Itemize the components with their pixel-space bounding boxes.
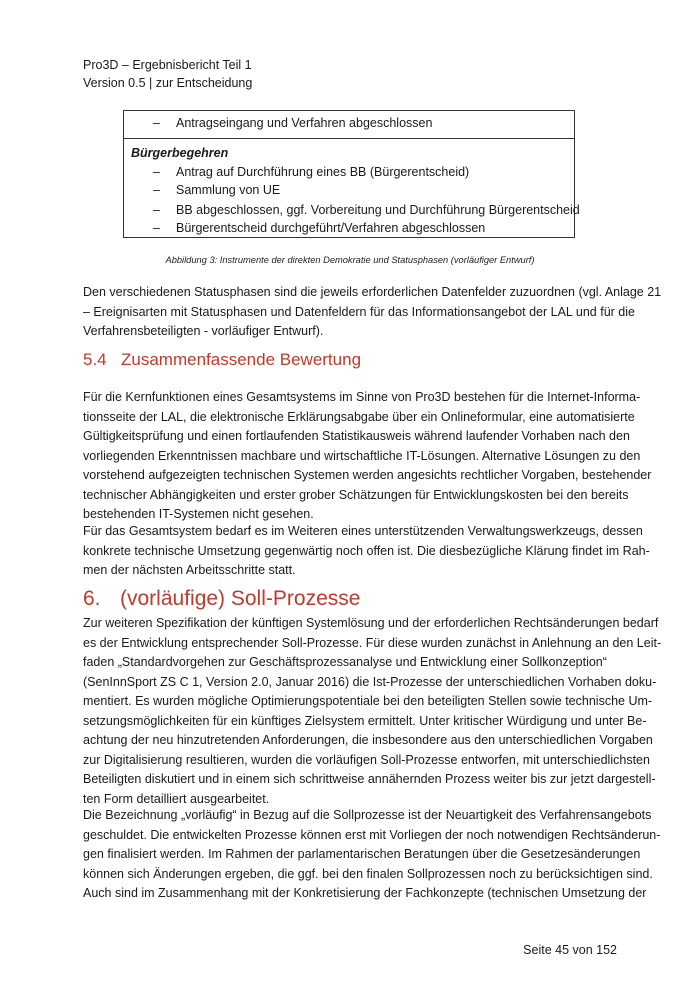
dash-bullet: – bbox=[153, 203, 160, 217]
page-header bbox=[83, 56, 252, 92]
header-title: Pro3D – Ergebnisbericht Teil 1 bbox=[83, 58, 252, 72]
dash-bullet: – bbox=[153, 221, 160, 235]
section-title: (vorläufige) Soll-Prozesse bbox=[120, 587, 361, 610]
section-title: Zusammenfassende Bewertung bbox=[121, 350, 362, 369]
table-row: – Antragseingang und Verfahren abgeschlossen bbox=[124, 111, 574, 139]
paragraph-summary: Für die Kernfunktionen eines Gesamtsystems im Sinne von Pro3D bestehen für die Internet-Informa- tionsseite der LAL, die elektronische Erklärungsabgabe über ein Onlineformular, eine automatisierte Gültigkeitsprüfung und einen fortlaufenden Statistikausweis während laufender Vorhaben nach den vorliegenden Erkenntnissen machbare und wirtschaftliche IT-Lösungen. Alternative Lösungen zu den vorstehend aufgezeigten technischen Systemen werden angesichts rechtlicher Vorgaben, bestehender technischer Abhängigkeiten und erster grober Schätzungen für Entwicklungskosten bei den bereits bestehenden IT-Systemen nicht gesehen. bbox=[83, 390, 652, 521]
section-heading-5-4 bbox=[83, 350, 361, 370]
figure-caption: Abbildung 3: Instrumente der direkten Demokratie und Statusphasen (vorläufiger Entwurf) bbox=[165, 255, 535, 265]
dash-bullet: – bbox=[153, 183, 160, 197]
paragraph-status-phases: Den verschiedenen Statusphasen sind die jeweils erforderlichen Datenfelder zuzuordnen (vgl. Anlage 21 – Ereignisarten mit Statusphasen und Datenfeldern für das Informationsangebot der LAL und für die Verfahrensbeteiligten - vorläufiger Entwurf). bbox=[83, 285, 662, 338]
section-number: 6. bbox=[83, 587, 101, 610]
section-number: 5.4 bbox=[83, 350, 107, 369]
section-heading-6 bbox=[83, 587, 360, 611]
paragraph-vorlaeufig: Die Bezeichnung „vorläufig“ in Bezug auf die Sollprozesse ist der Neuartigkeit des Verfahrensangebots geschuldet. Die entwickelten Prozesse können erst mit Vorliegen der noch notwendigen Rechtsänderun- gen finalisiert werden. Im Rahmen der parlamentarischen Beratungen über die Gesetzesänderungen können sich Änderungen ergeben, die ggf. bei den finalen Sollprozessen noch zu berücksichtigen sind. Auch sind im Zusammenhang mit der Konkretisierung der Fachkonzepte (technischen Umsetzung der bbox=[83, 808, 661, 900]
dash-bullet: – bbox=[153, 165, 160, 179]
dash-bullet: – bbox=[153, 116, 160, 130]
status-phase-table: – Antragseingang und Verfahren abgeschlossen Bürgerbegehren – Antrag auf Durchführung eines BB (Bürgerentscheid) – Sammlung von UE – BB abgeschlossen, ggf. Vorbereitung und Durchführung Bürgerentscheid – Bürgerentscheid durchgeführt/Verfahren abgeschlossen bbox=[123, 110, 575, 238]
paragraph-soll-prozesse: Zur weiteren Spezifikation der künftigen Systemlösung und der erforderlichen Rechtsänderungen bedarf es der Entwicklung entsprechender Soll-Prozesse. Für diese wurden zunächst in Anlehnung an den Leit- faden „Standardvorgehen zur Geschäftsprozessanalyse und Entwicklung einer Sollkonzeption“ (SenInnSport ZS C 1, Version 2.0, Januar 2016) die Ist-Prozesse der unterschiedlichen Vorhaben doku- mentiert. Es wurden mögliche Optimierungspotentiale bei den beteiligten Stellen sowie technische Um- setzungsmöglichkeiten für ein künftiges Zielsystem ermittelt. Unter kritischer Würdigung und unter Be- achtung der neu hinzutretenden Anforderungen, die insbesondere aus den unterschiedlichen Vorgaben zur Digitalisierung resultieren, wurden die vorläufigen Soll-Prozesse entworfen, mit unterschiedlichsten Beteiligten diskutiert und in einem sich schrittweise annähernden Prozess weiter bis zur jetzt dargestell- ten Form detailliert ausgearbeitet. bbox=[83, 616, 662, 806]
header-version: Version 0.5 | zur Entscheidung bbox=[83, 76, 253, 90]
page-number: Seite 45 von 152 bbox=[523, 943, 617, 957]
paragraph-admin-tool: Für das Gesamtsystem bedarf es im Weiteren eines unterstützenden Verwaltungswerkzeugs, dessen konkrete technische Umsetzung gegenwärtig noch offen ist. Die diesbezügliche Klärung findet im Rah- men der nächsten Arbeitsschritte statt. bbox=[83, 524, 650, 577]
table-section-title: Bürgerbegehren bbox=[131, 146, 229, 160]
